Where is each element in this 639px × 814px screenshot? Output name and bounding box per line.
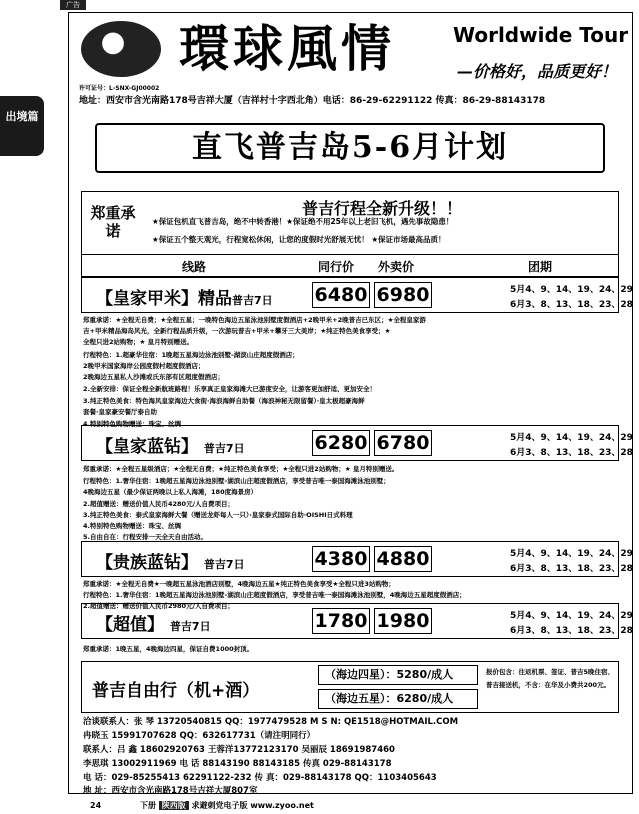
route-detail: 行程特色：1.奢华住宿：1晚超五星海边泳池别墅-湖滨山庄超度假酒店，享受普吉唯一泰国海滩泳池别墅； xyxy=(83,477,390,485)
group-dates: 5月4、9、14、19、24、29 xyxy=(510,433,633,443)
free-travel-option: （海边四星）：5280/成人 xyxy=(318,665,478,685)
route-detail: 4.特别特色购物赠送：珠宝、丝绸 xyxy=(83,420,181,428)
route-row[interactable] xyxy=(81,541,633,577)
promise-headline: 普吉行程全新升级！！ xyxy=(301,199,462,218)
route-detail: 2晚海边五星私人沙滩或氏东部有区超度假酒店； xyxy=(83,373,225,381)
route-detail: 4晚海边五星（最少保证两晚以上私人海滩，180度海景房） xyxy=(83,488,258,496)
route-detail: 郑重承诺：★全程无自费；★全程五星；一晚特色海边五星泳池别墅度假酒店+2晚甲米+2晚普吉已东区；★全程皇家游 xyxy=(83,316,426,324)
free-travel-option: （海边五星）：6280/成人 xyxy=(318,689,478,709)
page-title: 直飞普吉岛5-6月计划 xyxy=(95,123,605,173)
free-travel-title: 普吉自由行（机+酒） xyxy=(92,681,260,701)
ad-page xyxy=(68,12,633,794)
col-peer-price: 同行价 xyxy=(318,260,355,274)
footer-section: 下册 xyxy=(139,801,156,810)
route-detail: 5.自由自在：行程安排一天全天自由活动。 xyxy=(83,533,207,541)
peer-price: 4380 xyxy=(312,546,370,572)
footer-badge: 陕西版 xyxy=(159,801,189,810)
free-travel-row[interactable] xyxy=(81,661,619,713)
group-dates: 6月3、8、13、18、23、28 xyxy=(510,626,633,636)
peer-price: 6280 xyxy=(312,430,370,456)
col-retail-price: 外卖价 xyxy=(378,260,415,274)
route-detail: 套餐·皇家豪安餐厅泰自助 xyxy=(83,408,157,416)
promise-line: ★保证五个整天观光，行程宽松休闲，让您的度假时光舒展无忧！ ★保证市场最高品质！ xyxy=(152,235,446,244)
brand-slogan: —价格好，品质更好！ xyxy=(457,62,618,81)
route-detail: 4.特别特色购物赠送：珠宝、丝绸 xyxy=(83,522,181,530)
footer-site[interactable]: 求避刺党电子版 www.zyoo.net xyxy=(191,801,314,810)
route-name: 【皇家蓝钻】 普吉7日 xyxy=(96,437,245,457)
group-dates: 6月3、8、13、18、23、28 xyxy=(510,564,633,574)
route-name: 【皇家甲米】精品普吉7日 xyxy=(96,289,273,309)
retail-price: 4880 xyxy=(374,546,432,572)
route-name: 【超值】 普吉7日 xyxy=(96,615,211,635)
promise-line: ★保证包机直飞普吉岛，绝不中转香港！★保证绝不用25年以上老旧飞机，遇先事故隐患！ xyxy=(152,217,454,226)
route-name: 【贵族蓝钻】 普吉7日 xyxy=(96,553,245,573)
route-row[interactable] xyxy=(81,603,633,639)
header-address: 地址：西安市含光南路178号吉祥大厦（吉祥村十字西北角）电话：86-29-62291122 传真：86-29-88143178 xyxy=(79,96,546,106)
contact-address: 地 址：西安市含光南路178号吉祥大厦807室 xyxy=(83,786,258,796)
license-number: 许可证号：L-SNX-GJ00002 xyxy=(79,85,160,92)
group-dates: 5月4、9、14、19、24、29 xyxy=(510,611,633,621)
brand-name-cn: 環球風情 xyxy=(179,19,395,78)
route-detail: 郑重承诺：1晚五星，4晚海边四星，保证自费1000封顶。 xyxy=(83,645,254,653)
group-dates: 6月3、8、13、18、23、28 xyxy=(510,448,633,458)
route-detail: 郑重承诺：★全程五星级酒店；★全程无自费；★纯正特色美食享受；★全程只进2站购物；★ 皇月特别赠送。 xyxy=(83,465,399,473)
route-detail: 郑重承诺：★全程无自费★一晚超五星泳池酒店别墅，4晚海边五星★纯正特色美食享受★全程只进3站购物； xyxy=(83,580,395,588)
route-detail: 2晚甲米国家海岸公园度假村超度假酒店； xyxy=(83,362,205,370)
group-dates: 6月3、8、13、18、23、28 xyxy=(510,300,633,310)
contact-line: 联系人：吕 鑫 18602920763 王蓉洋13772123170 吴丽辰 18691987460 xyxy=(83,745,395,755)
route-detail: 2.超值赠送：赠送价值人民币4280元/人自费项目； xyxy=(83,500,234,508)
peer-price: 6480 xyxy=(312,282,370,308)
retail-price: 6980 xyxy=(374,282,432,308)
route-detail: 2.全新安排：保证全程全新航班路程！乐享真正皇家海滩大已游度安全，让游客更加舒适、更加安全！ xyxy=(83,385,376,393)
contact-line: 电 话：029-85255413 62291122-232 传 真：029-88143178 QQ：1103405643 xyxy=(83,773,437,783)
route-detail: 3.纯正特色美食：泰式皇家海鲜大餐（赠送龙虾每人一只）·皇家泰式国际自助·OISHI日式料理 xyxy=(83,511,353,519)
col-group-dates: 团期 xyxy=(528,260,553,274)
ad-tag: 广告 xyxy=(60,0,86,10)
peer-price: 1780 xyxy=(312,608,370,634)
section-side-tab[interactable]: 出境篇 xyxy=(0,96,44,156)
promise-box xyxy=(81,191,619,255)
contact-line: 李思琪 13002911969 电 话 88143190 88143185 传真 029-88143178 xyxy=(83,759,392,769)
retail-price: 1980 xyxy=(374,608,432,634)
route-detail: 全程只进2站购物；★ 皇月特别赠送。 xyxy=(83,338,194,346)
route-detail: 吉+甲米精品海岛风光，全新行程品质升级，一次游玩普吉+甲米+攀牙三大美岸；★纯正特色美食享受；★ xyxy=(83,327,391,335)
group-dates: 5月4、9、14、19、24、29 xyxy=(510,549,633,559)
promise-label: 郑重承诺 xyxy=(90,204,136,240)
group-dates: 5月4、9、14、19、24、29 xyxy=(510,285,633,295)
retail-price: 6780 xyxy=(374,430,432,456)
route-row[interactable] xyxy=(81,425,633,461)
brand-name-en: Worldwide Tour xyxy=(453,23,629,47)
route-detail: 3.纯正特色美食：特色海风皇家海边大食街·海浪海鲜自助餐（海浪神秘无限留餐）·皇太极超豪海鲜 xyxy=(83,397,365,405)
contact-line: 洽谈联系人：张 琴 13720540815 QQ：1977479528 M S N: QE1518@HOTMAIL.COM xyxy=(83,717,459,727)
page-number: 24 xyxy=(90,801,102,810)
route-detail: 行程特色：1.奢华住宿：1晚超五星海边泳池别墅-湖滨山庄超度假酒店，享受普吉唯一泰国海滩泳池别墅，4晚海边五星超度假酒店； xyxy=(83,591,466,599)
contact-line: 冉晓玉 15991707628 QQ：632617731（请注明同行） xyxy=(83,731,316,741)
table-header xyxy=(81,255,619,277)
route-detail: 行程特色：1.超豪华住宿：1晚超五星海边泳池别墅-湖滨山庄超度假酒店； xyxy=(83,351,299,359)
route-row[interactable] xyxy=(81,277,633,313)
col-route: 线路 xyxy=(182,260,207,274)
globe-logo-icon xyxy=(81,21,161,77)
free-travel-note: 报价包含：往返机票、签证、普吉5晚住宿、普吉接送机，不含：在华及小费共200元。 xyxy=(486,668,615,689)
route-detail: 2.超值赠送：赠送价值人民币2980元/人自费项目； xyxy=(83,602,234,610)
page-footer xyxy=(90,800,314,811)
